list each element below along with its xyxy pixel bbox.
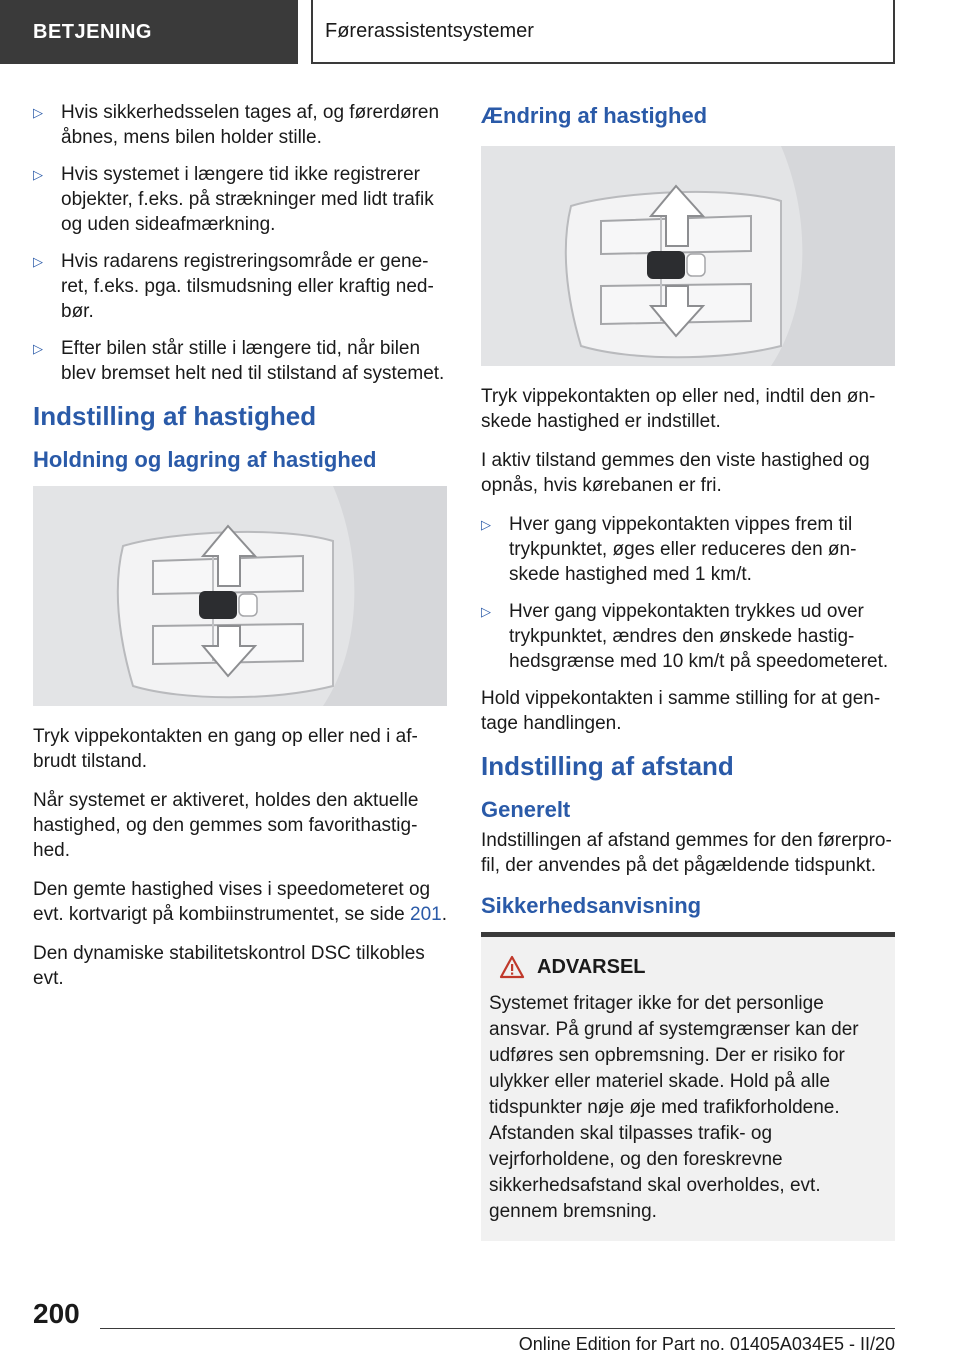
triangle-right-icon: ▷ [33,254,43,269]
steering-wheel-rocker-switch-image [481,146,895,366]
heading-set-speed: Indstilling af hastighed [33,401,317,431]
paragraph: Tryk vippekontakten op eller ned, indtil den ønskede hastighed er indstillet. [481,386,876,432]
chapter-tab [311,0,895,64]
heading-hold-store-speed: Holdning og lagring af hastighed [33,447,377,472]
warning-box [481,932,895,1241]
list-item: ▷ Hver gang vippekontakten vippes frem til trykpunktet, øges eller reduceres den ønskede hastighed med 1 km/t. [481,514,857,585]
list-item: ▷ Efter bilen står stille i længere tid, når bilen blev bremset helt ned til stilstand af systemet. [33,338,445,384]
right-column [481,100,895,1241]
heading-general: Generelt [481,797,571,822]
paragraph: I aktiv tilstand gemmes den viste hastighed og opnås, hvis kørebanen er fri. [481,450,870,496]
paragraph: Tryk vippekontakten en gang op eller ned i afbrudt tilstand. [33,726,418,772]
paragraph: Hold vippekontakten i samme stilling for at gentage handlingen. [481,688,881,734]
section-tab [0,0,298,64]
paragraph: Den gemte hastighed vises i speedometeret og evt. kortvarigt på kombiinstrumentet, se side 201. [33,879,447,925]
heading-change-speed: Ændring af hastighed [481,103,708,128]
triangle-right-icon: ▷ [33,341,43,356]
list-item: ▷ Hver gang vippekontakten trykkes ud over trykpunktet, ændres den ønskede hastighedsgrænse med 10 km/t på speedometeret. [481,601,889,672]
heading-safety-notice: Sikkerhedsanvisning [481,893,702,918]
list-item: ▷ Hvis systemet i længere tid ikke registrerer objekter, f.eks. på strækninger med lidt trafik og uden sideafmærkning. [33,164,434,235]
page-reference-link[interactable]: 201 [410,904,442,925]
steering-wheel-rocker-switch-image [33,486,447,706]
edition-info: Online Edition for Part no. 01405A034E5 - II/20 [518,1334,895,1354]
list-item: ▷ Hvis sikkerhedsselen tages af, og førerdøren åbnes, mens bilen holder stille. [33,102,440,148]
heading-set-distance: Indstilling af afstand [481,751,734,781]
warning-header [489,955,887,979]
paragraph: Indstillingen af afstand gemmes for den førerprofil, der anvendes på det pågældende tidspunkt. [481,830,892,876]
section-title: BETJENING [33,20,152,43]
page-number: 200 [33,1298,80,1329]
paragraph: Den dynamiske stabilitetskontrol DSC tilkobles evt. [33,943,425,989]
chapter-title: Førerassistentsystemer [325,19,534,42]
warning-triangle-icon [499,955,525,979]
list-item: ▷ Hvis radarens registreringsområde er generet, f.eks. pga. tilsmudsning eller kraftig nedbør. [33,251,434,322]
triangle-right-icon: ▷ [481,517,491,532]
triangle-right-icon: ▷ [33,105,43,120]
warning-title: ADVARSEL [537,955,646,978]
warning-text: Systemet fritager ikke for det personlige ansvar. På grund af systemgrænser kan der udføres sen opbremsning. Der er risiko for ulykker eller materiel skade. Hold på alle tidspunkter nøje øje med trafikforholdene. Afstanden skal tilpasses trafik- og vejrforholdene, og den foreskrevne sikkerhedsafstand skal overholdes, evt. gennem bremsning. [489,993,859,1222]
deactivation-conditions-list [33,100,447,386]
triangle-right-icon: ▷ [481,604,491,619]
paragraph: Når systemet er aktiveret, holdes den aktuelle hastighed, og den gemmes som favorithastighed. [33,790,419,861]
left-column [33,100,447,1005]
triangle-right-icon: ▷ [33,167,43,182]
speed-step-list [481,512,895,674]
footer-divider [100,1328,895,1329]
